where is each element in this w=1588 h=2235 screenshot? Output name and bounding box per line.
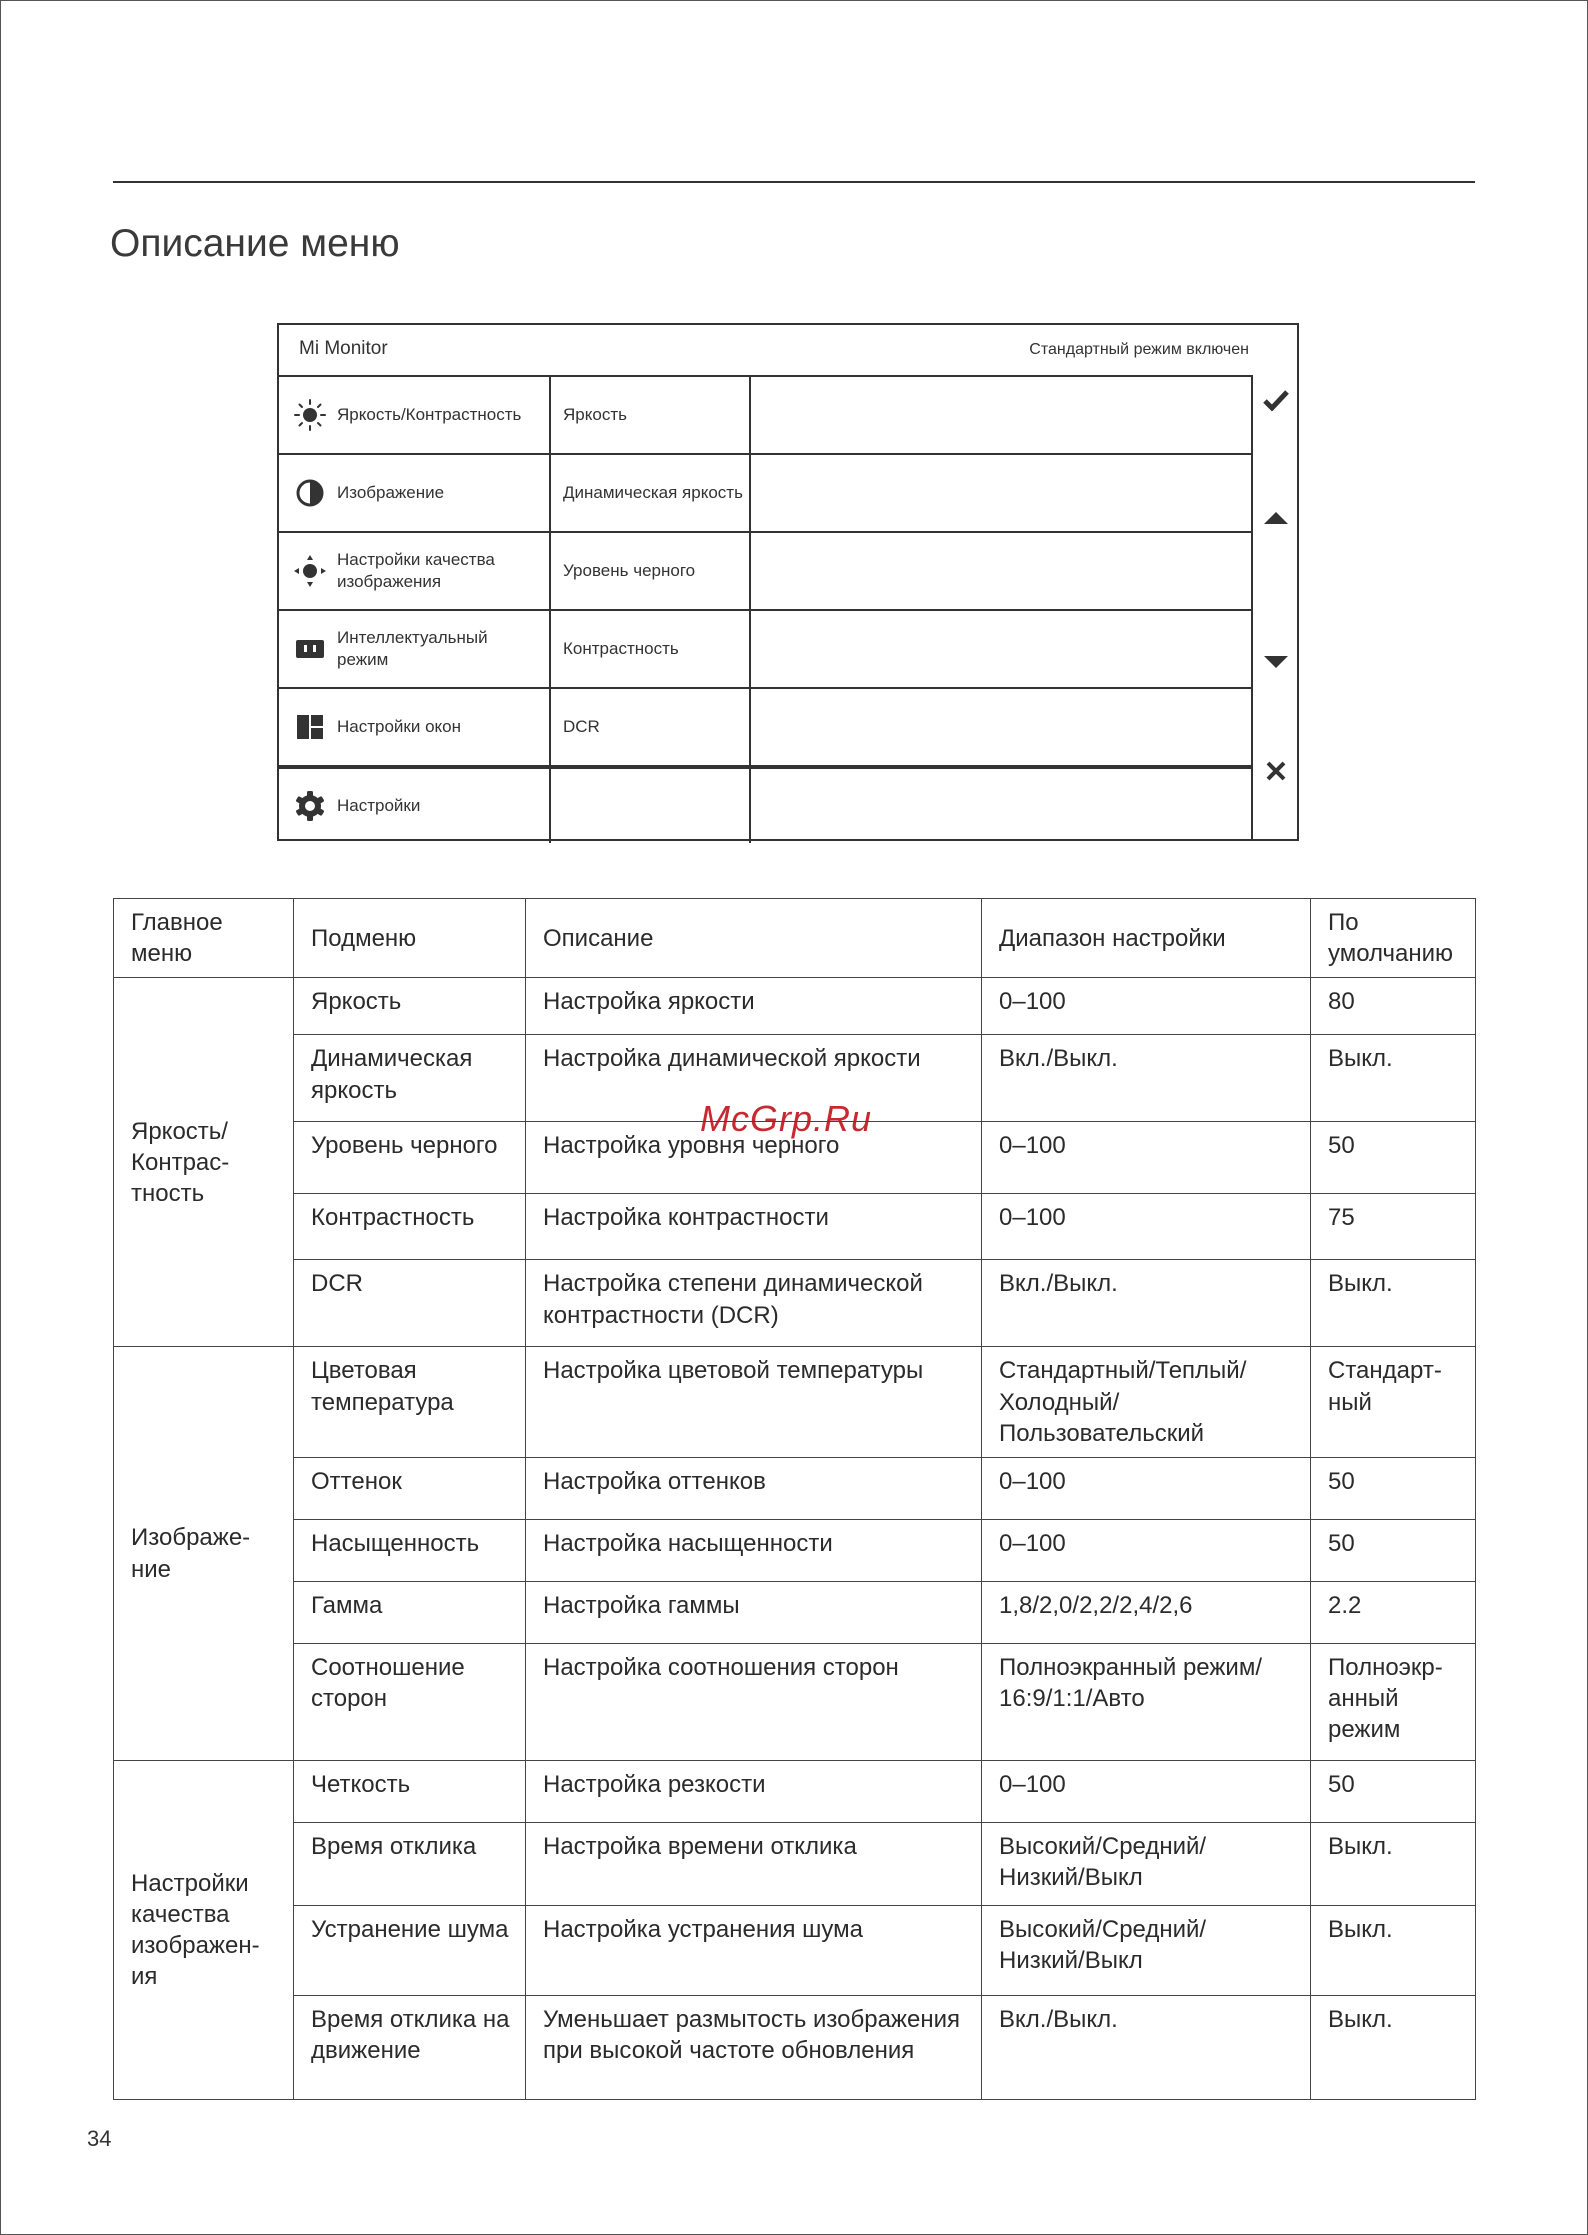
description-cell: Настройка насыщенности bbox=[526, 1519, 982, 1581]
table-row bbox=[114, 1260, 1476, 1347]
osd-main-item-window-settings[interactable] bbox=[279, 689, 551, 765]
submenu-cell: Оттенок bbox=[294, 1457, 526, 1519]
watermark: McGrp.Ru bbox=[700, 1098, 873, 1139]
default-cell: Полноэкр- анный режим bbox=[1311, 1643, 1476, 1760]
default-cell: 80 bbox=[1311, 978, 1476, 1035]
osd-sub-item[interactable]: DCR bbox=[551, 689, 751, 765]
description-cell: Настройка времени отклика bbox=[526, 1822, 982, 1905]
header-default: По умолчанию bbox=[1311, 899, 1476, 978]
osd-main-item-label: Настройки bbox=[337, 795, 421, 815]
osd-grid bbox=[279, 375, 1251, 841]
osd-main-item-brightness[interactable] bbox=[279, 377, 551, 453]
main-menu-cell: Яркость/ Контрас- тность bbox=[114, 978, 294, 1347]
range-cell: Вкл./Выкл. bbox=[982, 1995, 1311, 2099]
description-cell: Настройка оттенков bbox=[526, 1457, 982, 1519]
osd-sub-item[interactable]: Контрастность bbox=[551, 611, 751, 687]
range-cell: Вкл./Выкл. bbox=[982, 1035, 1311, 1122]
osd-row bbox=[279, 455, 1251, 533]
range-cell: Высокий/Средний/ Низкий/Выкл bbox=[982, 1905, 1311, 1995]
table-row bbox=[114, 1995, 1476, 2099]
range-cell: 0–100 bbox=[982, 1122, 1311, 1194]
osd-row bbox=[279, 689, 1251, 767]
table-row bbox=[114, 1822, 1476, 1905]
description-cell: Настройка степени динамической контрастности (DCR) bbox=[526, 1260, 982, 1347]
osd-value-cell bbox=[751, 611, 1251, 687]
default-cell: Выкл. bbox=[1311, 1822, 1476, 1905]
top-rule bbox=[113, 181, 1475, 183]
osd-value-cell bbox=[751, 769, 1251, 843]
submenu-cell: DCR bbox=[294, 1260, 526, 1347]
submenu-cell: Четкость bbox=[294, 1760, 526, 1822]
table-row bbox=[114, 1347, 1476, 1458]
range-cell: 0–100 bbox=[982, 1457, 1311, 1519]
default-cell: Выкл. bbox=[1311, 1995, 1476, 2099]
table-row bbox=[114, 1519, 1476, 1581]
submenu-cell: Яркость bbox=[294, 978, 526, 1035]
osd-main-item-label: Настройки качества изображения bbox=[337, 549, 495, 591]
close-icon[interactable] bbox=[1253, 761, 1299, 781]
gear-icon bbox=[293, 789, 327, 823]
osd-sub-item[interactable] bbox=[551, 769, 751, 843]
submenu-cell: Гамма bbox=[294, 1581, 526, 1643]
default-cell: 50 bbox=[1311, 1457, 1476, 1519]
default-cell: Стандарт- ный bbox=[1311, 1347, 1476, 1458]
default-cell: 50 bbox=[1311, 1519, 1476, 1581]
range-cell: 1,8/2,0/2,2/2,4/2,6 bbox=[982, 1581, 1311, 1643]
table-row bbox=[114, 1760, 1476, 1822]
submenu-cell: Цветовая температура bbox=[294, 1347, 526, 1458]
description-cell: Настройка цветовой температуры bbox=[526, 1347, 982, 1458]
osd-main-item-smart-mode[interactable] bbox=[279, 611, 551, 687]
window-layout-icon bbox=[293, 710, 327, 744]
submenu-cell: Динамическая яркость bbox=[294, 1035, 526, 1122]
range-cell: 0–100 bbox=[982, 1760, 1311, 1822]
menu-description-table bbox=[113, 898, 1476, 2100]
osd-main-item-settings[interactable] bbox=[279, 769, 551, 843]
page-title: Описание меню bbox=[110, 222, 400, 265]
osd-menu-diagram bbox=[277, 323, 1299, 841]
header-description: Описание bbox=[526, 899, 982, 978]
submenu-cell: Контрастность bbox=[294, 1194, 526, 1260]
submenu-cell: Устранение шума bbox=[294, 1905, 526, 1995]
description-cell: Уменьшает размытость изображения при высокой частоте обновления bbox=[526, 1995, 982, 2099]
osd-sub-item[interactable]: Динамическая яркость bbox=[551, 455, 751, 531]
osd-value-cell bbox=[751, 455, 1251, 531]
description-cell: Настройка яркости bbox=[526, 978, 982, 1035]
default-cell: Выкл. bbox=[1311, 1260, 1476, 1347]
osd-main-item-label: Интеллектуальный режим bbox=[337, 627, 488, 669]
osd-side-panel bbox=[1251, 375, 1299, 841]
description-cell: Настройка устранения шума bbox=[526, 1905, 982, 1995]
submenu-cell: Насыщенность bbox=[294, 1519, 526, 1581]
description-cell: Настройка резкости bbox=[526, 1760, 982, 1822]
range-cell: 0–100 bbox=[982, 1194, 1311, 1260]
default-cell: 50 bbox=[1311, 1760, 1476, 1822]
osd-sub-item[interactable]: Яркость bbox=[551, 377, 751, 453]
arrow-up-icon[interactable] bbox=[1253, 511, 1299, 525]
table-row bbox=[114, 1457, 1476, 1519]
header-main-menu: Главное меню bbox=[114, 899, 294, 978]
description-cell: Настройка динамической яркости bbox=[526, 1035, 982, 1122]
default-cell: 2.2 bbox=[1311, 1581, 1476, 1643]
header-submenu: Подменю bbox=[294, 899, 526, 978]
main-menu-cell: Настройки качества изображен- ия bbox=[114, 1760, 294, 2099]
osd-sub-item[interactable]: Уровень черного bbox=[551, 533, 751, 609]
osd-value-cell bbox=[751, 377, 1251, 453]
osd-main-item-label: Настройки окон bbox=[337, 716, 462, 736]
osd-value-cell bbox=[751, 689, 1251, 765]
description-cell: Настройка гаммы bbox=[526, 1581, 982, 1643]
description-cell: Настройка контрастности bbox=[526, 1194, 982, 1260]
osd-header bbox=[279, 325, 1297, 375]
header-range: Диапазон настройки bbox=[982, 899, 1311, 978]
page-number: 34 bbox=[87, 2126, 112, 2151]
table-header-row bbox=[114, 899, 1476, 978]
submenu-cell: Время отклика на движение bbox=[294, 1995, 526, 2099]
table-row bbox=[114, 1905, 1476, 1995]
range-cell: Высокий/Средний/ Низкий/Выкл bbox=[982, 1822, 1311, 1905]
osd-row bbox=[279, 533, 1251, 611]
default-cell: 75 bbox=[1311, 1194, 1476, 1260]
arrow-down-icon[interactable] bbox=[1253, 655, 1299, 669]
directional-pad-icon bbox=[293, 554, 327, 588]
osd-main-item-label: Яркость/Контрастность bbox=[337, 404, 522, 424]
osd-main-item-label: Изображение bbox=[337, 482, 445, 502]
osd-main-item-image[interactable] bbox=[279, 455, 551, 531]
half-circle-icon bbox=[293, 476, 327, 510]
table-row bbox=[114, 978, 1476, 1035]
description-cell: Настройка соотношения сторон bbox=[526, 1643, 982, 1760]
range-cell: 0–100 bbox=[982, 1519, 1311, 1581]
table-row bbox=[114, 1643, 1476, 1760]
submenu-cell: Соотношение сторон bbox=[294, 1643, 526, 1760]
range-cell: Полноэкранный режим/ 16:9/1:1/Авто bbox=[982, 1643, 1311, 1760]
default-cell: Выкл. bbox=[1311, 1905, 1476, 1995]
osd-row bbox=[279, 767, 1251, 843]
check-icon[interactable] bbox=[1253, 389, 1299, 411]
osd-value-cell bbox=[751, 533, 1251, 609]
osd-title: Mi Monitor bbox=[299, 338, 388, 359]
osd-row bbox=[279, 611, 1251, 689]
osd-status: Стандартный режим включен bbox=[1029, 341, 1249, 358]
default-cell: Выкл. bbox=[1311, 1035, 1476, 1122]
range-cell: Вкл./Выкл. bbox=[982, 1260, 1311, 1347]
smart-mode-icon bbox=[293, 632, 327, 666]
submenu-cell: Время отклика bbox=[294, 1822, 526, 1905]
range-cell: Стандартный/Теплый/ Холодный/ Пользовательский bbox=[982, 1347, 1311, 1458]
table-row bbox=[114, 1194, 1476, 1260]
table-row bbox=[114, 1581, 1476, 1643]
osd-row bbox=[279, 377, 1251, 455]
range-cell: 0–100 bbox=[982, 978, 1311, 1035]
osd-main-item-quality[interactable] bbox=[279, 533, 551, 609]
main-menu-cell: Изображе- ние bbox=[114, 1347, 294, 1761]
sun-icon bbox=[293, 398, 327, 432]
default-cell: 50 bbox=[1311, 1122, 1476, 1194]
submenu-cell: Уровень черного bbox=[294, 1122, 526, 1194]
description-cell: Настройка уровня черного bbox=[526, 1122, 982, 1194]
